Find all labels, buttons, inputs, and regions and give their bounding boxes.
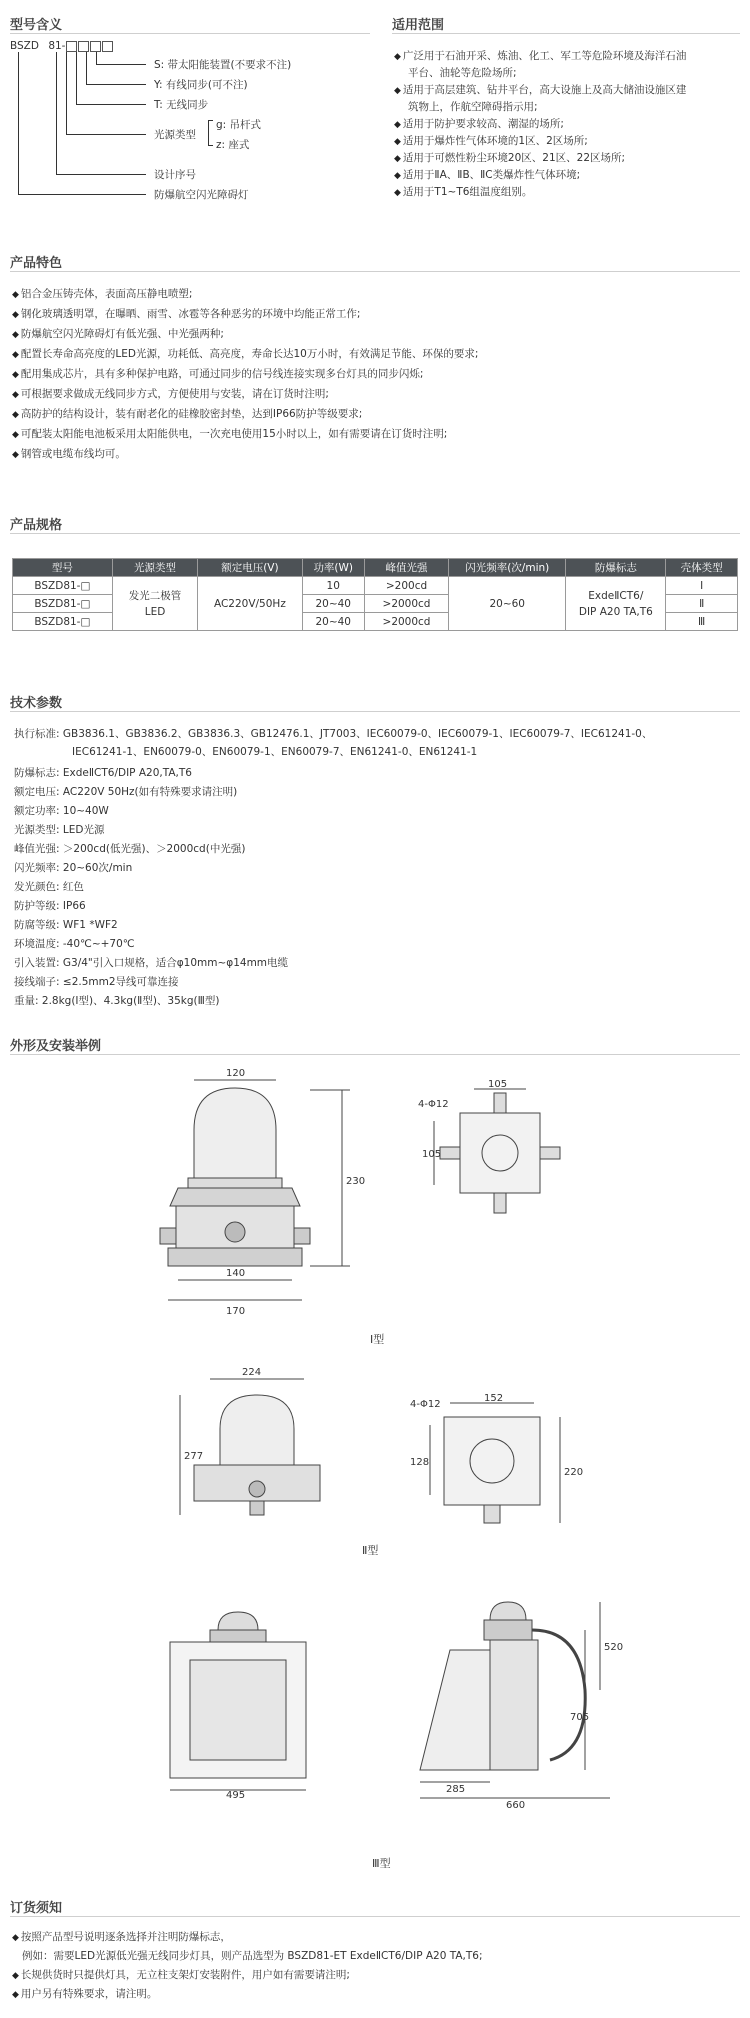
type3-front-drawing <box>160 1600 320 1800</box>
table-row <box>13 577 738 595</box>
divider <box>10 1054 740 1055</box>
tech-row <box>14 860 132 875</box>
dim-label: 128 <box>410 1457 430 1468</box>
model-t-label: T: 无线同步 <box>154 99 209 111</box>
param-value: G3/4"引入口规格，适合φ10mm~φ14mm电缆 <box>62 957 289 969</box>
dim-label: 285 <box>446 1784 466 1795</box>
param-key: 防爆标志: <box>14 767 60 779</box>
dim-label: 140 <box>226 1268 246 1279</box>
cell-ex-mark <box>566 577 666 631</box>
model-design-no: 设计序号 <box>154 169 196 181</box>
param-value: IP66 <box>62 900 86 912</box>
list-item: ◆ 钢管或电缆布线均可。 <box>12 446 126 461</box>
tech-row <box>14 993 219 1008</box>
cell-model: BSZD81-□ <box>13 595 113 613</box>
cell-model: BSZD81-□ <box>13 577 113 595</box>
param-key: 防护等级: <box>14 900 60 912</box>
section-title-specs: 产品规格 <box>10 518 63 533</box>
light-source-line: 发光二极管 <box>128 589 182 602</box>
cell-shell: Ⅲ <box>666 613 738 631</box>
param-value: GB3836.1、GB3836.2、GB3836.3、GB12476.1、JT7003、IEC60079-0、IEC60079-1、IEC60079-7、IEC61241-0、 <box>62 728 653 740</box>
order-item: ◆ 用户另有特殊要求，请注明。 <box>12 1986 157 2001</box>
param-value: ＞200cd(低光强)、＞2000cd(中光强) <box>62 843 246 855</box>
dim-label: 660 <box>506 1800 526 1811</box>
divider <box>392 33 740 34</box>
type1-plan-drawing <box>418 1079 580 1225</box>
param-key: 引入装置: <box>14 957 60 969</box>
divider <box>10 271 740 272</box>
param-value: 红色 <box>62 881 84 893</box>
tech-standard <box>14 726 652 741</box>
param-key: 接线端子: <box>14 976 60 988</box>
cell-peak: >2000cd <box>364 595 448 613</box>
col-header: 额定电压(V) <box>198 559 302 577</box>
model-y-label: Y: 有线同步(可不注) <box>154 79 248 91</box>
list-item: ◆ 适用于T1~T6组温度组别。 <box>394 184 532 199</box>
ex-mark-line: ExdeⅡCT6/ <box>588 589 644 602</box>
list-item: ◆ 可配装太阳能电池板采用太阳能供电，一次充电使用15小时以上，如有需要请在订货时注明; <box>12 426 447 441</box>
list-item: ◆ 适用于ⅡA、ⅡB、ⅡC类爆炸性气体环境; <box>394 167 580 182</box>
section-title-model: 型号含义 <box>10 18 63 33</box>
table-header-row <box>13 559 738 577</box>
tech-row <box>14 955 288 970</box>
list-item: ◆ 高防护的结构设计，装有耐老化的硅橡胶密封垫，达到IP66防护等级要求; <box>12 406 362 421</box>
dim-label: 520 <box>604 1642 624 1653</box>
light-source-line: LED <box>144 605 166 618</box>
cell-flash: 20~60 <box>449 577 566 631</box>
param-value: 20~60次/min <box>62 862 133 874</box>
cell-peak: >200cd <box>364 577 448 595</box>
param-value: 2.8kg(Ⅰ型)、4.3kg(Ⅱ型)、35kg(Ⅲ型) <box>41 995 220 1007</box>
type2-plan-drawing <box>410 1393 584 1535</box>
param-key: 执行标准: <box>14 728 60 740</box>
list-item: ◆ 铝合金压铸壳体，表面高压静电喷塑; <box>12 286 192 301</box>
model-light-type: 光源类型 <box>154 129 196 141</box>
model-s-label: S: 带太阳能装置(不要求不注) <box>154 59 292 71</box>
dim-label: 705 <box>570 1712 590 1723</box>
section-title-install: 外形及安装举例 <box>10 1039 102 1054</box>
order-example: 例如：需要LED光源低光强无线同步灯具，则产品选型为 BSZD81-ET ExdeⅡCT6/DIP A20 TA,T6; <box>22 1950 483 1962</box>
tech-row <box>14 879 84 894</box>
dim-label: 4-Φ12 <box>410 1399 441 1410</box>
param-value: LED光源 <box>62 824 105 836</box>
section-title-scope: 适用范围 <box>392 18 445 33</box>
cell-shell: Ⅰ <box>666 577 738 595</box>
param-key: 重量: <box>14 995 39 1007</box>
col-header: 防爆标志 <box>566 559 666 577</box>
tech-row <box>14 917 118 932</box>
list-item: ◆ 配置长寿命高亮度的LED光源，功耗低、高亮度，寿命长达10万小时，有效满足节能、环保的要求; <box>12 346 478 361</box>
model-code-prefix: BSZD <box>10 40 39 52</box>
model-g-label: g: 吊杆式 <box>216 119 262 131</box>
type1-label: Ⅰ型 <box>370 1333 385 1346</box>
model-z-label: z: 座式 <box>216 139 250 151</box>
param-key: 环境温度: <box>14 938 60 950</box>
type2-front-drawing <box>180 1365 360 1545</box>
tech-row <box>14 784 237 799</box>
section-title-order: 订货须知 <box>10 1901 63 1916</box>
param-value: ExdeⅡCT6/DIP A20,TA,T6 <box>62 767 192 779</box>
col-header: 功率(W) <box>302 559 364 577</box>
cell-peak: >2000cd <box>364 613 448 631</box>
param-key: 闪光频率: <box>14 862 60 874</box>
order-item: ◆ 长规供货时只提供灯具，无立柱支架灯安装附件，用户如有需要请注明; <box>12 1967 350 1982</box>
divider <box>10 711 740 712</box>
param-key: 峰值光强: <box>14 843 60 855</box>
col-header: 壳体类型 <box>666 559 738 577</box>
dim-label: 120 <box>226 1068 246 1079</box>
param-key: 额定功率: <box>14 805 60 817</box>
list-item: ◆ 钢化玻璃透明罩，在曝晒、雨雪、冰雹等各种恶劣的环境中均能正常工作; <box>12 306 360 321</box>
dim-label: 277 <box>184 1451 204 1462</box>
col-header: 型号 <box>13 559 113 577</box>
dim-label: 105 <box>422 1149 442 1160</box>
list-item: ◆ 可根据要求做成无线同步方式，方便使用与安装，请在订货时注明; <box>12 386 329 401</box>
cell-power: 10 <box>302 577 364 595</box>
type3-label: Ⅲ型 <box>372 1857 391 1870</box>
model-code-diagram <box>10 40 370 210</box>
spec-table <box>12 558 738 631</box>
tech-standard-cont: IEC61241-1、EN60079-0、EN60079-1、EN60079-7、EN61241-0、EN61241-1 <box>72 746 478 758</box>
col-header: 峰值光强 <box>364 559 448 577</box>
col-header: 闪光频率(次/min) <box>449 559 566 577</box>
list-item: ◆ 适用于防护要求较高、潮湿的场所; <box>394 116 564 131</box>
cell-shell: Ⅱ <box>666 595 738 613</box>
dim-label: 495 <box>226 1790 246 1801</box>
param-key: 发光颜色: <box>14 881 60 893</box>
param-value: AC220V 50Hz(如有特殊要求请注明) <box>62 786 238 798</box>
type1-front-drawing <box>150 1060 380 1330</box>
param-value: -40℃~+70℃ <box>62 938 135 950</box>
section-title-tech: 技术参数 <box>10 696 63 711</box>
divider <box>10 1916 740 1917</box>
param-key: 额定电压: <box>14 786 60 798</box>
list-item: ◆ 广泛用于石油开采、炼油、化工、军工等危险环境及海洋石油 <box>394 48 686 63</box>
type2-label: Ⅱ型 <box>362 1544 379 1557</box>
cell-light-source <box>112 577 198 631</box>
section-title-features: 产品特色 <box>10 256 63 271</box>
param-value: WF1 *WF2 <box>62 919 118 931</box>
cell-power: 20~40 <box>302 595 364 613</box>
tech-row <box>14 803 109 818</box>
tech-row <box>14 974 179 989</box>
divider <box>10 33 370 34</box>
model-product-name: 防爆航空闪光障碍灯 <box>154 189 249 201</box>
tech-row <box>14 898 86 913</box>
dim-label: 4-Φ12 <box>418 1099 449 1110</box>
dim-label: 170 <box>226 1306 246 1317</box>
list-item: 筑物上，作航空障碍指示用; <box>408 101 538 113</box>
list-item: 平台、油轮等危险场所; <box>408 67 517 79</box>
dim-label: 220 <box>564 1467 584 1478</box>
ex-mark-line: DIP A20 TA,T6 <box>578 605 653 618</box>
cell-power: 20~40 <box>302 613 364 631</box>
col-header: 光源类型 <box>112 559 198 577</box>
list-item: ◆ 防爆航空闪光障碍灯有低光强、中光强两种; <box>12 326 224 341</box>
list-item: ◆ 配用集成芯片，具有多种保护电路，可通过同步的信号线连接实现多台灯具的同步闪烁; <box>12 366 423 381</box>
tech-row <box>14 765 192 780</box>
model-code-num: 81- <box>48 40 66 52</box>
order-item: ◆ 按照产品型号说明逐条选择并注明防爆标志， <box>12 1929 231 1944</box>
dim-label: 105 <box>488 1079 508 1090</box>
param-value: ≤2.5mm2导线可靠连接 <box>62 976 179 988</box>
cell-model: BSZD81-□ <box>13 613 113 631</box>
list-item: ◆ 适用于可燃性粉尘环境20区、21区、22区场所; <box>394 150 625 165</box>
type3-side-drawing <box>410 1590 640 1810</box>
model-code <box>10 40 113 52</box>
param-value: 10~40W <box>62 805 109 817</box>
param-key: 防腐等级: <box>14 919 60 931</box>
dim-label: 152 <box>484 1393 504 1404</box>
param-key: 光源类型: <box>14 824 60 836</box>
divider <box>10 533 740 534</box>
tech-row <box>14 822 104 837</box>
tech-row <box>14 936 135 951</box>
tech-row <box>14 841 245 856</box>
list-item: ◆ 适用于爆炸性气体环境的1区、2区场所; <box>394 133 588 148</box>
dim-label: 224 <box>242 1367 262 1378</box>
dim-label: 230 <box>346 1176 366 1187</box>
list-item: ◆ 适用于高层建筑、钻井平台，高大设施上及高大储油设施区建 <box>394 82 686 97</box>
cell-voltage: AC220V/50Hz <box>198 577 302 631</box>
